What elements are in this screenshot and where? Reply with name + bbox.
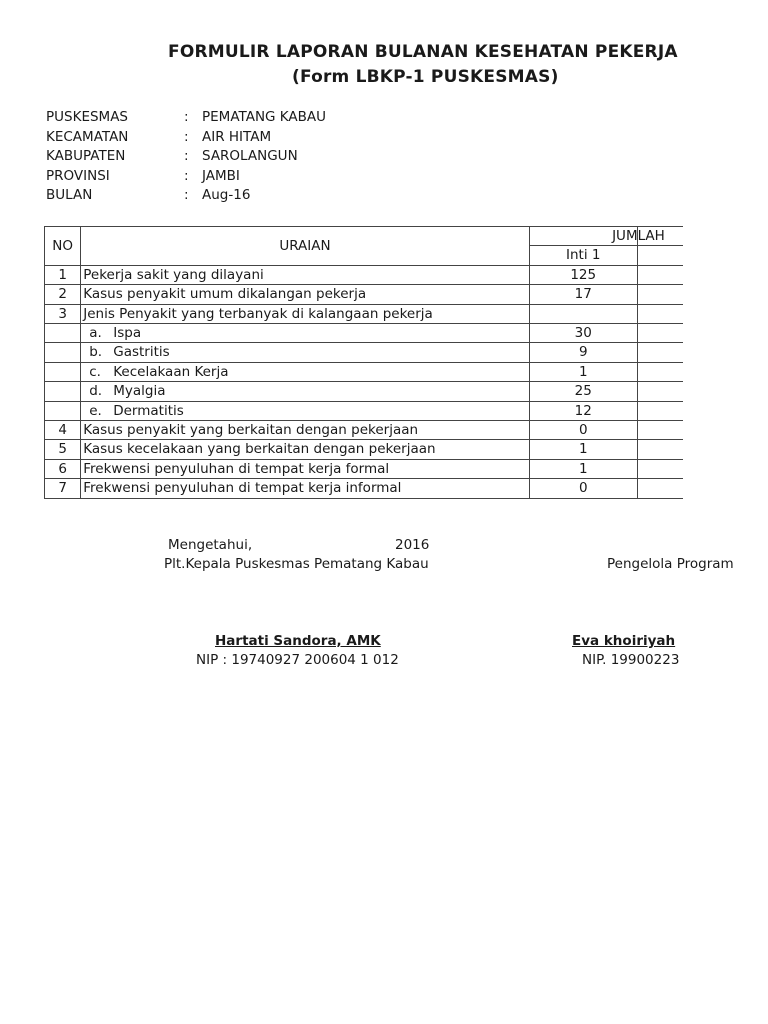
- meta-value: AIR HITAM: [202, 128, 272, 145]
- row-no: [45, 382, 81, 401]
- meta-value: PEMATANG KABAU: [202, 109, 327, 125]
- footer-left-role: Plt.Kepala Puskesmas Pematang Kabau: [164, 556, 429, 572]
- row-extra: [637, 459, 683, 478]
- meta-value: JAMBI: [202, 167, 240, 184]
- row-letter: e.: [89, 402, 102, 419]
- meta-colon: :: [184, 128, 189, 145]
- row-uraian-text: Myalgia: [113, 383, 166, 400]
- meta-label: KECAMATAN: [46, 128, 129, 145]
- footer-mengetahui: Mengetahui,: [168, 537, 253, 553]
- meta-value: SAROLANGUN: [202, 148, 298, 165]
- meta-colon: :: [184, 109, 189, 125]
- row-no: [45, 401, 81, 420]
- table-subrow: [45, 401, 684, 420]
- row-value: 1: [529, 459, 637, 478]
- meta-colon: :: [184, 187, 189, 204]
- row-no: [45, 343, 81, 362]
- meta-label: PUSKESMAS: [46, 109, 128, 125]
- meta-label: KABUPATEN: [46, 148, 126, 165]
- row-value: 1: [529, 362, 637, 381]
- row-letter: b.: [89, 344, 103, 361]
- row-value: 0: [529, 479, 637, 498]
- table-subrow: [45, 382, 684, 401]
- row-no: 7: [45, 479, 81, 498]
- row-uraian: Pekerja sakit yang dilayani: [81, 265, 529, 284]
- row-value: 1: [529, 440, 637, 459]
- right-signatory-nip: NIP. 19900223: [582, 652, 680, 668]
- row-extra: [637, 304, 683, 323]
- table-row: [45, 440, 684, 459]
- right-signatory-name: Eva khoiriyah: [572, 633, 676, 649]
- row-value: 30: [529, 324, 637, 343]
- row-value: [529, 304, 637, 323]
- report-title: FORMULIR LAPORAN BULANAN KESEHATAN PEKERJA: [168, 42, 678, 62]
- table-subrow: [45, 324, 684, 343]
- row-uraian-text: Ispa: [113, 325, 142, 342]
- row-no: 1: [45, 265, 81, 284]
- left-signatory-name: Hartati Sandora, AMK: [215, 633, 381, 649]
- table-subrow: [45, 362, 684, 381]
- meta-label: PROVINSI: [46, 167, 110, 184]
- header-uraian: URAIAN: [81, 227, 529, 266]
- row-uraian: Kasus penyakit umum dikalangan pekerja: [81, 285, 529, 304]
- row-uraian: Kasus kecelakaan yang berkaitan dengan pekerjaan: [81, 440, 529, 459]
- table-header-row: [45, 227, 684, 246]
- table-row: [45, 459, 684, 478]
- row-no: 2: [45, 285, 81, 304]
- row-no: [45, 362, 81, 381]
- table-row: [45, 265, 684, 284]
- table-row: [45, 304, 684, 323]
- row-uraian: Frekwensi penyuluhan di tempat kerja formal: [81, 459, 529, 478]
- table-row: [45, 285, 684, 304]
- meta-label: BULAN: [46, 187, 93, 204]
- row-extra: [637, 479, 683, 498]
- row-letter: c.: [89, 363, 101, 380]
- header-jumlah: [529, 227, 665, 246]
- row-no: 6: [45, 459, 81, 478]
- header-no: NO: [45, 227, 81, 266]
- row-no: 5: [45, 440, 81, 459]
- table-row: [45, 479, 684, 498]
- row-uraian-text: Dermatitis: [113, 402, 184, 419]
- meta-colon: :: [184, 148, 189, 165]
- row-extra: [637, 401, 683, 420]
- row-uraian-text: Gastritis: [113, 344, 170, 361]
- row-uraian-text: Kecelakaan Kerja: [113, 363, 229, 380]
- header-inti-extra: [637, 246, 683, 265]
- footer-right-role: Pengelola Program: [607, 556, 734, 572]
- row-value: 125: [529, 265, 637, 284]
- row-uraian: [81, 324, 529, 343]
- row-uraian: Frekwensi penyuluhan di tempat kerja informal: [81, 479, 529, 498]
- row-no: 4: [45, 421, 81, 440]
- row-letter: a.: [89, 325, 102, 342]
- left-signatory-nip: NIP : 19740927 200604 1 012: [196, 652, 399, 668]
- row-value: 0: [529, 421, 637, 440]
- report-subtitle: (Form LBKP-1 PUSKESMAS): [292, 67, 559, 87]
- row-value: 9: [529, 343, 637, 362]
- row-uraian: [81, 382, 529, 401]
- footer-year: 2016: [395, 537, 430, 553]
- row-uraian: [81, 343, 529, 362]
- header-jumlah-label: JUMLAH: [612, 228, 665, 244]
- row-extra: [637, 324, 683, 343]
- meta-colon: :: [184, 167, 189, 184]
- row-letter: d.: [89, 383, 103, 400]
- row-extra: [637, 285, 683, 304]
- row-no: 3: [45, 304, 81, 323]
- table-row: [45, 421, 684, 440]
- row-extra: [637, 440, 683, 459]
- row-no: [45, 324, 81, 343]
- row-extra: [637, 382, 683, 401]
- meta-value: Aug-16: [202, 187, 251, 204]
- row-uraian: [81, 401, 529, 420]
- row-extra: [637, 421, 683, 440]
- row-uraian: [81, 362, 529, 381]
- row-uraian: Jenis Penyakit yang terbanyak di kalangaan pekerja: [81, 304, 529, 323]
- report-table: [44, 226, 683, 499]
- row-value: 12: [529, 401, 637, 420]
- row-extra: [637, 343, 683, 362]
- row-value: 17: [529, 285, 637, 304]
- row-extra: [637, 265, 683, 284]
- row-extra: [637, 362, 683, 381]
- header-inti: Inti 1: [529, 246, 637, 265]
- row-value: 25: [529, 382, 637, 401]
- row-uraian: Kasus penyakit yang berkaitan dengan pekerjaan: [81, 421, 529, 440]
- table-subrow: [45, 343, 684, 362]
